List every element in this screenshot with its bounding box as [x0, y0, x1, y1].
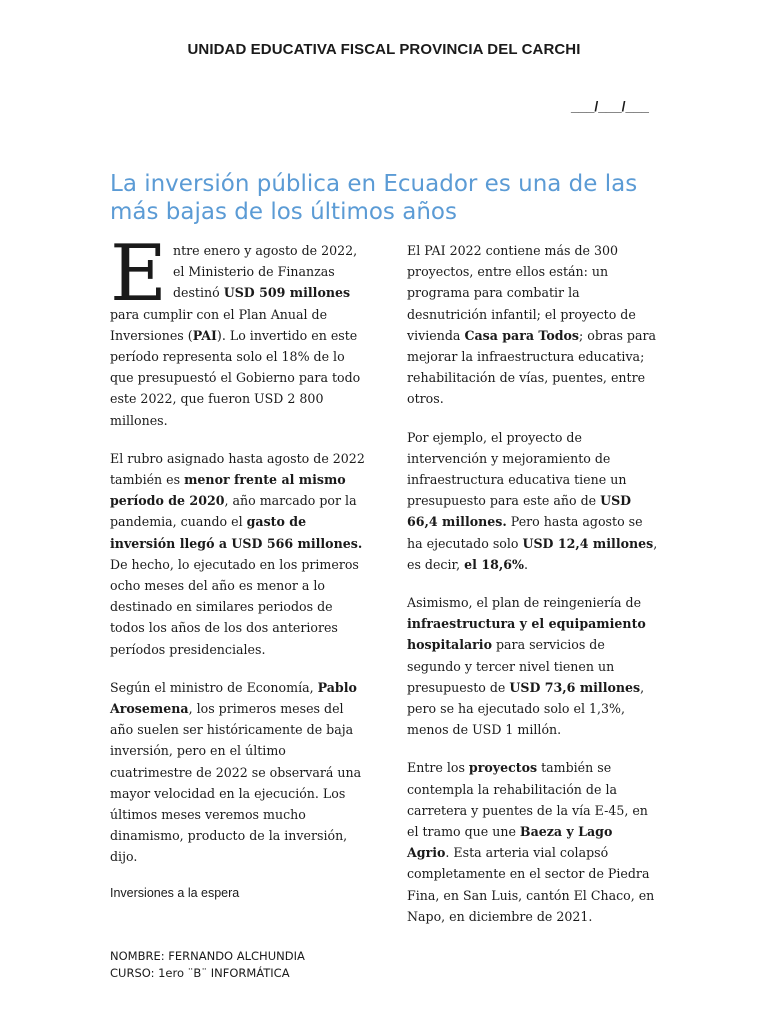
text-run: , pero se ha ejecutado solo el 1,3%, menos de USD 1 millón.: [407, 679, 645, 738]
paragraph-left-3: [110, 677, 365, 868]
bold-run: USD 509 millones: [223, 285, 351, 301]
paragraph-left-1: [110, 229, 365, 431]
text-run: Según el ministro de Economía,: [110, 679, 318, 695]
bold-run: infraestructura y el equipamiento hospitalario: [407, 616, 646, 653]
text-run: ). Lo invertido en este período representa solo el 18% de lo que presupuestó el Gobierno para todo este 2022, que fueron USD 2 800 millones.: [110, 327, 361, 428]
text-run: para cumplir con el Plan Anual de Inversiones (: [110, 306, 328, 343]
text-run: El PAI 2022 contiene más de 300 proyectos, entre ellos están: un programa para combatir la desnutrición infantil; el proyecto de vivienda: [407, 243, 636, 343]
text-run: Pero hasta agosto se ha ejecutado solo: [407, 514, 643, 551]
text-run: . Esta arteria vial colapsó completamente en el sector de Piedra Fina, en San Luis, cantón El Chaco, en Napo, en diciembre de 2021.: [407, 845, 655, 924]
paragraph-right-4: [407, 757, 659, 927]
text-run: Entre los: [407, 760, 469, 776]
text-run: De hecho, lo ejecutado en los primeros ocho meses del año es menor a lo destinado en similares periodos de todos los años de los dos anteriores períodos presidenciales.: [110, 556, 359, 657]
bold-run: USD 12,4 millones: [522, 535, 654, 551]
section-subhead: Inversiones a la espera: [110, 885, 240, 900]
text-run: El rubro asignado hasta agosto de 2022 también es: [110, 450, 365, 488]
text-run: , los primeros meses del año suelen ser históricamente de baja inversión, pero en el último cuatrimestre de 2022 se observará una mayor velocidad en la ejecución. Los últimos meses veremos mucho dinamismo, producto de la inversión, dijo.: [110, 701, 362, 865]
bold-run: proyectos: [468, 760, 538, 776]
bold-run: PAI: [192, 327, 217, 343]
text-run: también se contempla la rehabilitación de la carretera y puentes de la vía E-45, en el tramo que une: [407, 760, 648, 840]
text-run: para servicios de segundo y tercer nivel tienen un presupuesto de: [407, 637, 615, 695]
bold-run: USD 66,4 millones.: [407, 493, 632, 530]
bold-run: Casa para Todos: [464, 327, 580, 343]
text-run: Asimismo, el plan de reingeniería de: [407, 595, 642, 611]
left-column: [110, 229, 365, 901]
text-run: .: [524, 556, 529, 572]
bold-run: menor frente al mismo período de 2020: [110, 472, 346, 509]
bold-run: el 18,6%: [464, 556, 524, 572]
paragraph-left-2: [110, 448, 365, 660]
bold-run: Baeza y Lago Agrio: [407, 824, 613, 861]
school-name: UNIDAD EDUCATIVA FISCAL PROVINCIA DEL CARCHI: [187, 41, 581, 58]
right-column: [407, 240, 659, 944]
bold-run: USD 73,6 millones: [509, 679, 641, 695]
paragraph-right-1: [407, 240, 659, 410]
text-run: , es decir,: [407, 535, 658, 572]
student-info: [110, 948, 305, 982]
date-line: ___/___/___: [571, 98, 649, 114]
paragraph-right-3: [407, 592, 659, 740]
text-run: , año marcado por la pandemia, cuando el: [110, 493, 357, 530]
drop-cap: E: [110, 229, 167, 319]
student-name: NOMBRE: FERNANDO ALCHUNDIA: [110, 949, 305, 963]
student-course: CURSO: 1ero ¨B¨ INFORMÁTICA: [110, 966, 290, 980]
bold-run: Pablo Arosemena: [110, 679, 357, 717]
paragraph-right-2: [407, 427, 659, 575]
article-title: La inversión pública en Ecuador es una de las más bajas de los últimos años: [110, 171, 638, 225]
text-run: Por ejemplo, el proyecto de intervención y mejoramiento de infraestructura educativa tiene un presupuesto para este año de: [407, 429, 627, 509]
text-run: ; obras para mejorar la infraestructura educativa; rehabilitación de vías, puentes, entre otros.: [407, 327, 657, 407]
text-run: ntre enero y agosto de 2022, el Ministerio de Finanzas destinó: [172, 243, 358, 301]
bold-run: gasto de inversión llegó a USD 566 millones.: [110, 514, 363, 551]
